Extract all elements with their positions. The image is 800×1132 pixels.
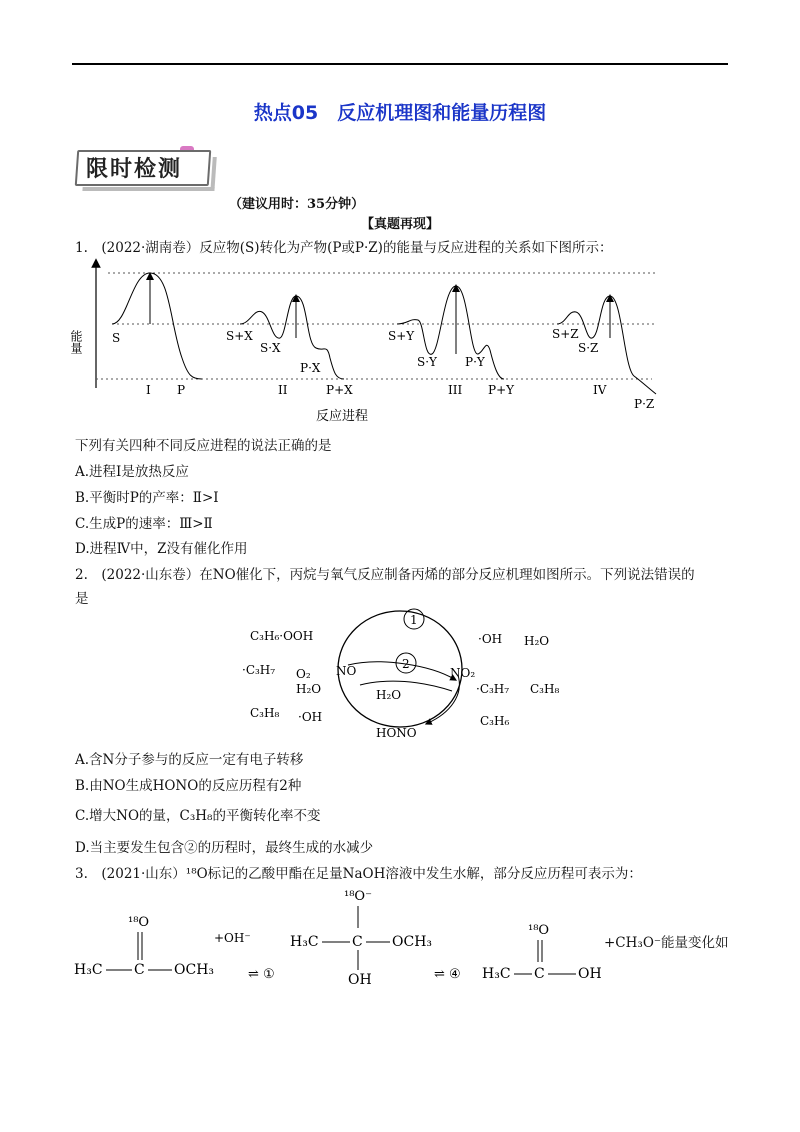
svg-text:·C₃H₇: ·C₃H₇: [476, 682, 510, 696]
svg-text:NO: NO: [336, 664, 357, 678]
svg-text:HONO: HONO: [376, 726, 417, 740]
q2-option-b: B.由NO生成HONO的反应历程有2种: [75, 778, 302, 794]
x-axis-label: 反应进程: [316, 409, 369, 424]
svg-text:OCH₃: OCH₃: [174, 962, 215, 978]
svg-text:OCH₃: OCH₃: [392, 934, 433, 950]
svg-text:OH: OH: [578, 966, 602, 982]
svg-text:C₃H₈: C₃H₈: [250, 706, 280, 720]
svg-text:C: C: [534, 966, 545, 982]
label-py: P+Y: [488, 383, 515, 397]
svg-text:·OH: ·OH: [298, 710, 323, 724]
svg-text:C₃H₈: C₃H₈: [530, 682, 560, 696]
svg-text:⇌ ①: ⇌ ①: [248, 967, 275, 982]
label-sz: S+Z: [552, 327, 579, 341]
svg-text:OH: OH: [348, 972, 372, 988]
label-p: P: [177, 383, 186, 397]
y-axis-label: 能量: [69, 330, 83, 354]
label-sdz: S·Z: [578, 341, 599, 355]
hydroxide-label: +OH⁻: [214, 931, 251, 945]
section-heading: 【真题再现】: [360, 217, 439, 232]
label-iv: IV: [593, 383, 607, 397]
svg-text:⇌ ④: ⇌ ④: [434, 967, 461, 982]
svg-text:·C₃H₇: ·C₃H₇: [242, 663, 276, 677]
badge-label: 限时检测: [86, 156, 183, 182]
label-ii: II: [278, 383, 288, 397]
svg-text:NO₂: NO₂: [450, 666, 476, 680]
section-badge: [76, 146, 212, 184]
q2-stem-cont: 是: [75, 591, 89, 607]
svg-text:C: C: [134, 962, 145, 978]
label-iii: III: [448, 383, 463, 397]
svg-text:1: 1: [410, 613, 418, 627]
svg-text:C: C: [352, 934, 363, 950]
q1-option-d: D.进程Ⅳ中，Z没有催化作用: [75, 541, 248, 557]
svg-text:2: 2: [402, 657, 410, 671]
label-pdy: P·Y: [465, 355, 485, 369]
svg-text:H₂O: H₂O: [296, 682, 322, 696]
svg-text:C₃H₆·OOH: C₃H₆·OOH: [250, 629, 314, 643]
q1-prompt: 下列有关四种不同反应进程的说法正确的是: [75, 438, 332, 454]
label-s: S: [112, 331, 121, 345]
q1-option-c: C.生成P的速率：Ⅲ>Ⅱ: [75, 516, 213, 532]
top-rule: [72, 63, 728, 65]
label-sx: S+X: [226, 329, 253, 343]
q3-tail: +CH₃O⁻能量变化如: [604, 935, 729, 951]
svg-text:H₃C: H₃C: [482, 966, 511, 982]
q2-option-a: A.含N分子参与的反应一定有电子转移: [75, 752, 304, 768]
q2-option-c: C.增大NO的量，C₃H₈的平衡转化率不变: [75, 808, 321, 824]
label-sdx: S·X: [260, 341, 281, 355]
svg-text:C₃H₆: C₃H₆: [480, 714, 510, 728]
svg-text:H₃C: H₃C: [290, 934, 319, 950]
label-pdx: P·X: [300, 361, 321, 375]
label-sy: S+Y: [388, 329, 415, 343]
q3-stem: 3. (2021·山东）¹⁸O标记的乙酸甲酯在足量NaOH溶液中发生水解，部分反应历程可表示为：: [75, 866, 642, 882]
label-px: P+X: [326, 383, 353, 397]
svg-text:¹⁸O⁻: ¹⁸O⁻: [344, 889, 372, 904]
energy-diagram: [69, 258, 672, 428]
label-i: I: [146, 383, 151, 397]
svg-text:H₃C: H₃C: [74, 962, 103, 978]
label-pdz: P·Z: [634, 397, 655, 411]
svg-text:H₂O: H₂O: [376, 688, 402, 702]
q1-option-a: A.进程Ⅰ是放热反应: [75, 464, 189, 480]
mechanism-diagram: [240, 605, 570, 745]
svg-text:·OH: ·OH: [478, 632, 503, 646]
q2-option-d: D.当主要发生包含②的历程时，最终生成的水减少: [75, 840, 374, 856]
svg-text:H₂O: H₂O: [524, 634, 550, 648]
suggested-time: （建议用时：35分钟）: [229, 197, 365, 212]
q1-option-b: B.平衡时P的产率：Ⅱ>Ⅰ: [75, 490, 219, 506]
svg-text:O₂: O₂: [296, 667, 311, 681]
label-sdy: S·Y: [417, 355, 437, 369]
q1-stem: 1. (2022·湖南卷）反应物(S)转化为产物(P或P·Z)的能量与反应进程的关系如下图所示：: [75, 240, 613, 256]
svg-text:¹⁸O: ¹⁸O: [128, 915, 150, 930]
svg-text:¹⁸O: ¹⁸O: [528, 923, 550, 938]
q2-stem: 2. (2022·山东卷）在NO催化下，丙烷与氧气反应制备丙烯的部分反应机理如图所示。下列说法错误的: [75, 567, 695, 583]
page-title: 热点05 反应机理图和能量历程图: [253, 102, 547, 124]
